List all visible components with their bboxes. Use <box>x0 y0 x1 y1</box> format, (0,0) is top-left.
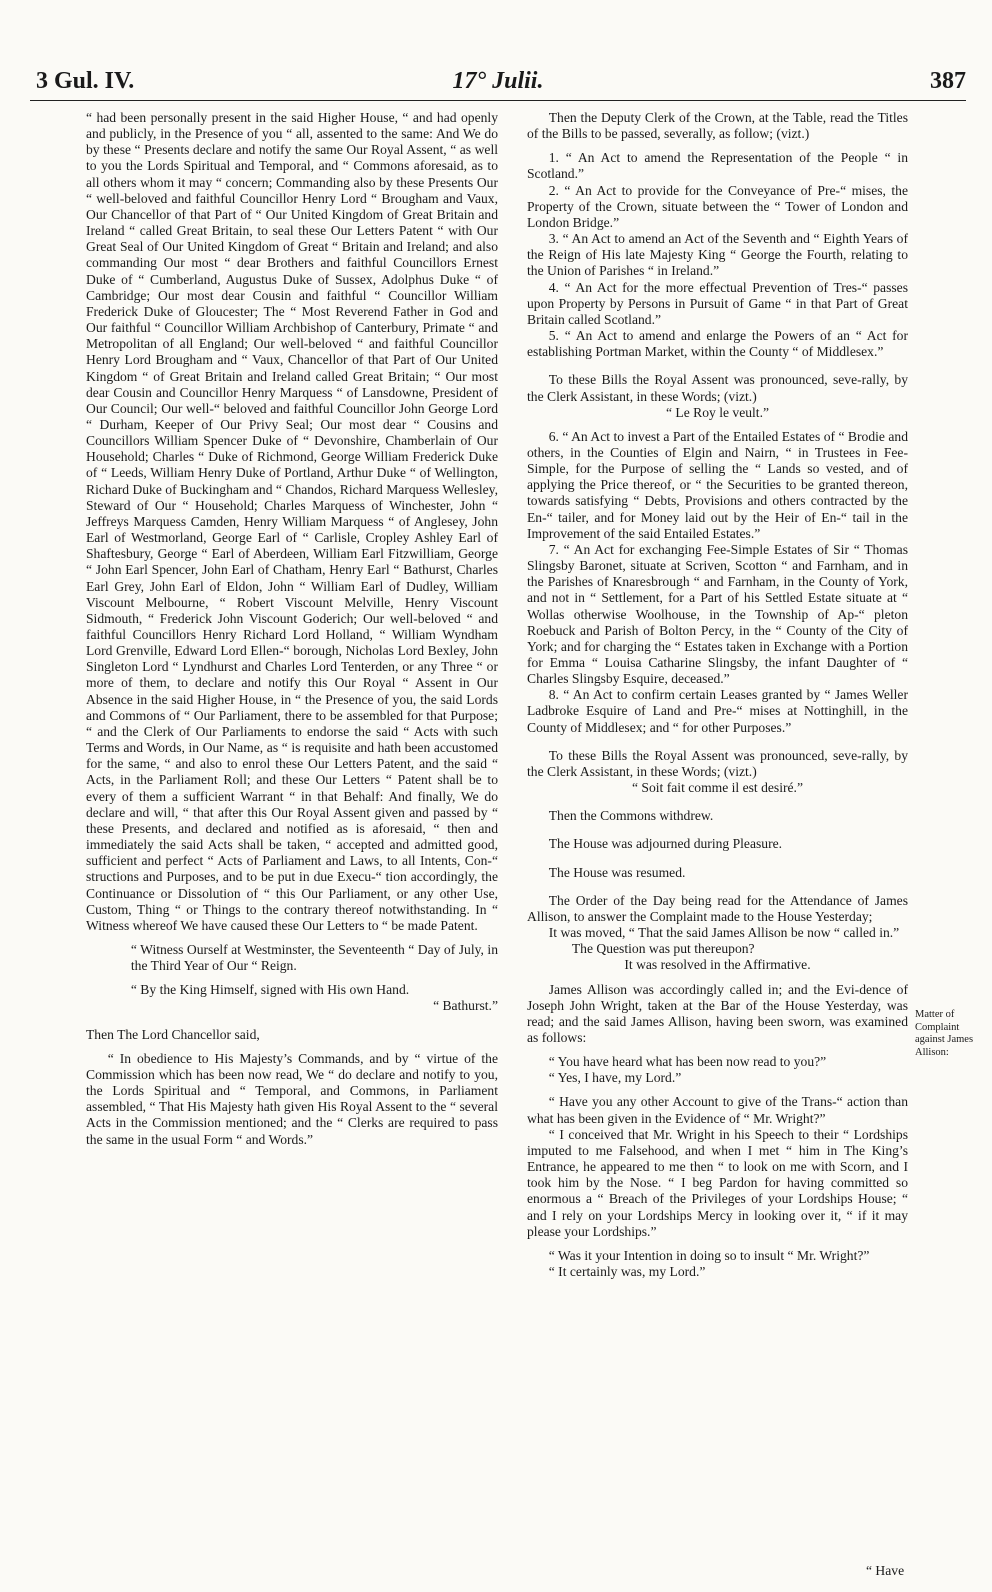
paragraph: The House was resumed. <box>548 864 686 880</box>
paragraph: The House was adjourned during Pleasure. <box>548 836 783 852</box>
paragraph: 7. “ An Act for exchanging Fee-Simple Estates of Sir “ Thomas Slingsby Baronet, situate at Scriven, Scotton “ and Farnham, and in the Parishes of Knaresbrough “ and Farnham, in the County of York, and not in “ Settlement, for a Part of his Settled Estate situate at “ Wollas otherwise Woolhouse, in the Township of Ap-“ pleton Roebuck and Parish of Bolton Percy, in the “ County of the City of York; and for charging the “ Estates taken in Exchange with a Portion for Emma “ Louisa Catharine Slingsby, the infant Daughter of “ Charles Slingsby Esquire, deceased.” <box>527 541 908 687</box>
paragraph: Then the Commons withdrew. <box>548 808 714 824</box>
regnal-year: 3 Gul. IV. <box>36 68 135 94</box>
left-column <box>86 110 498 1148</box>
paragraph: 2. “ An Act to provide for the Conveyance of Pre-“ mises, the Property of the Crown, situate between the “ Tower of London and London Bridge.” <box>527 182 908 230</box>
paragraph: 1. “ An Act to amend the Representation of the People “ in Scotland.” <box>527 150 908 182</box>
paragraph: 8. “ An Act to confirm certain Leases granted by “ James Weller Ladbroke Esquire of Land and Pre-“ mises at Nottinghill, in the County of Middlesex; and “ for other Purposes.” <box>527 687 908 735</box>
header-rule <box>30 100 966 101</box>
paragraph: It was moved, “ That the said James Allison be now “ called in.” <box>548 925 900 941</box>
paragraph: 4. “ An Act for the more effectual Prevention of Tres-“ passes upon Property by Persons in Pursuit of Game “ in that Part of Great Britain called Scotland.” <box>527 279 908 327</box>
paragraph: “ Was it your Intention in doing so to insult “ Mr. Wright?” <box>548 1247 870 1263</box>
paragraph: 6. “ An Act to invest a Part of the Entailed Estates of “ Brodie and others, in the Counties of Elgin and Nairn, “ in Trustees in Fee-Simple, for the Purpose of selling the “ Lands so vested, and of applying the Price thereof, or “ the Securities to be granted thereon, towards satisfying “ Debts, Provisions and others contracted by the En-“ tailer, and for Money laid out by the Heir of En-“ tail in the Improvement of the said Entailed Estates.” <box>527 428 908 541</box>
paragraph: “ You have heard what has been now read to you?” <box>548 1054 827 1070</box>
paragraph: It was resolved in the Affirmative. <box>624 957 811 973</box>
paragraph: “ Witness Ourself at Westminster, the Seventeenth “ Day of July, in the Third Year of Our “ Reign. <box>130 941 498 974</box>
paragraph: “ Le Roy le veult.” <box>665 404 770 420</box>
paragraph: To these Bills the Royal Assent was pronounced, seve-rally, by the Clerk Assistant, in these Words; (vizt.) <box>527 372 908 404</box>
margin-note: Matter of Complaint against James Allison: <box>915 1009 974 1058</box>
paragraph: James Allison was accordingly called in; and the Evi-dence of Joseph John Wright, taken at the Bar of the House Yesterday, was read; and the said James Allison, having been sworn, was examined as follows: <box>527 981 908 1045</box>
session-date: 17° Julii. <box>452 68 544 94</box>
paragraph: “ Soit fait comme il est desiré.” <box>631 780 803 796</box>
paragraph: “ It certainly was, my Lord.” <box>548 1264 706 1279</box>
page-header <box>30 68 966 104</box>
paragraph: Then the Deputy Clerk of the Crown, at the Table, read the Titles of the Bills to be passed, severally, as follow; (vizt.) <box>527 110 908 142</box>
paragraph: “ Bathurst.” <box>433 998 498 1014</box>
paragraph: 3. “ An Act to amend an Act of the Seventh and “ Eighth Years of the Reign of His late Majesty King “ George the Fourth, relating to the Union of Parishes “ in Ireland.” <box>527 231 908 279</box>
paragraph: Then The Lord Chancellor said, <box>86 1026 260 1042</box>
paragraph: “ By the King Himself, signed with His own Hand. <box>130 982 410 998</box>
paragraph: 5. “ An Act to amend and enlarge the Powers of an “ Act for establishing Portman Market, within the County “ of Middlesex.” <box>527 328 908 360</box>
paragraph: “ In obedience to His Majesty’s Commands, and by “ virtue of the Commission which has been now read, We “ do declare and notify to you, the Lords Spiritual and “ Temporal, and Commons, in Parliament assembled, “ That His Majesty hath given His Royal Assent to the “ several Acts in the Commission mentioned; and the “ Clerks are required to pass the same in the usual Form “ and Words.” <box>86 1050 498 1147</box>
paragraph: The Question was put thereupon? <box>571 941 755 957</box>
paragraph: “ I conceived that Mr. Wright in his Speech to their “ Lordships imputed to me Falsehood, and when I met “ him in The King’s Entrance, he appeared to me then “ to look on me with Scorn, and I took him by the Nose. “ I beg Pardon for having committed so enormous a “ Breach of the Privileges of your Lordships House; “ and I rely on your Lordships Mercy in looking over it, “ if it may please your Lordships.” <box>527 1126 908 1239</box>
catchword: “ Have <box>866 1563 905 1578</box>
paragraph: “ Have you any other Account to give of the Trans-“ action than what has been given in the Evidence of “ Mr. Wright?” <box>527 1094 908 1126</box>
right-column <box>527 110 908 1280</box>
paragraph: “ Yes, I have, my Lord.” <box>548 1070 682 1086</box>
page-number: 387 <box>930 68 966 94</box>
paragraph: “ had been personally present in the said Higher House, “ and had openly and publicly, in the Presence of you “ all, assented to the same: And We do by these “ Presents declare and notify the same Our Royal Assent, “ as well to you the Lords Spiritual and Temporal, and “ Commons aforesaid, as to all others whom it may “ concern; Commanding also by these Presents Our “ well-beloved and faithful Councillor Henry Lord “ Brougham and Vaux, Our Chancellor of that Part of “ Our United Kingdom of Great Britain and Ireland “ called Great Britain, to seal these Our Letters Patent “ with Our Great Seal of Our United Kingdom of Great “ Britain and Ireland; and also commanding Our most “ dear Brothers and faithful Councillors Ernest Duke of “ Cumberland, Augustus Duke of Sussex, Adolphus Duke “ of Cambridge; Our most dear Cousin and faithful “ Councillor William Frederick Duke of Gloucester; The “ Most Reverend Father in God and Our faithful “ Councillor William Archbishop of Canterbury, Primate “ and Metropolitan of all England; Our well-beloved “ and faithful Councillor Henry Lord Brougham and “ Vaux, Chancellor of that Part of Our United Kingdom “ of Great Britain and Ireland called Great Britain; “ Our most dear Cousin and Councillor Henry Marquess “ of Lansdowne, President of Our Council; Our well-“ beloved and faithful Councillor John George Lord “ Durham, Keeper of Our Privy Seal; Our most dear “ Cousins and Councillors William Spencer Duke of “ Devonshire, Chamberlain of Our Household; Charles “ Duke of Richmond, George William Frederick Duke of “ Leeds, William Henry Duke of Portland, Arthur Duke “ of Wellington, Richard Duke of Buckingham and “ Chandos, Richard Marquess Wellesley, Steward of Our “ Household; Charles Marquess of Winchester, John “ Jeffreys Marquess Camden, Henry William Marquess “ of Anglesey, John Earl of Westmorland, George Earl of “ Carlisle, Cropley Ashley Earl of Shaftesbury, George “ Earl of Aberdeen, William Earl Fitzwilliam, George “ John Earl Spencer, John Earl of Chatham, Henry Earl “ Bathurst, Charles Earl Grey, John Earl of Eldon, John “ William Earl of Dudley, William Viscount Melbourne, “ Robert Viscount Melville, Henry Viscount Sidmouth, “ Frederick John Viscount Goderich; Our well-beloved “ and faithful Councillors Henry Richard Lord Holland, “ William Wyndham Lord Grenville, Edward Lord Ellen-“ borough, Nicholas Lord Bexley, John Singleton Lord “ Lyndhurst and Charles Lord Tenterden, or any Three “ or more of them, to declare and notify this Our Royal “ Assent in Our Absence in the said Higher House, in “ the Presence of you, the said Lords and Commons of “ Our Parliament, there to be assembled for that Purpose; “ and the Clerk of Our Parliaments to endorse the said “ Acts with such Terms and Words, in Our Name, as “ is requisite and hath been accustomed for the same, “ and also to enrol these Our Letters Patent, and the said “ Acts, in the Parliament Roll; and these Our Letters “ Patent shall be to every of them a sufficient Warrant “ in that Behalf: And finally, We do declare and will, “ that after this Our Royal Assent given and passed by “ these Presents, and declared and notified as is aforesaid, “ then and immediately the said Acts shall be taken, “ accepted and admitted good, sufficient and perfect “ Acts of Parliament and Laws, to all Intents, Con-“ structions and Purposes, and to be put in due Execu-“ tion accordingly, the Continuance or Dissolution of “ this Our Parliament, or any other Use, Custom, Thing “ or Things to the contrary thereof notwithstanding. In “ Witness whereof We have caused these Our Letters to “ be made Patent. <box>86 110 498 933</box>
paragraph: The Order of the Day being read for the Attendance of James Allison, to answer the Complaint made to the House Yesterday; <box>527 892 908 924</box>
paragraph: To these Bills the Royal Assent was pronounced, seve-rally, by the Clerk Assistant, in these Words; (vizt.) <box>527 747 908 779</box>
